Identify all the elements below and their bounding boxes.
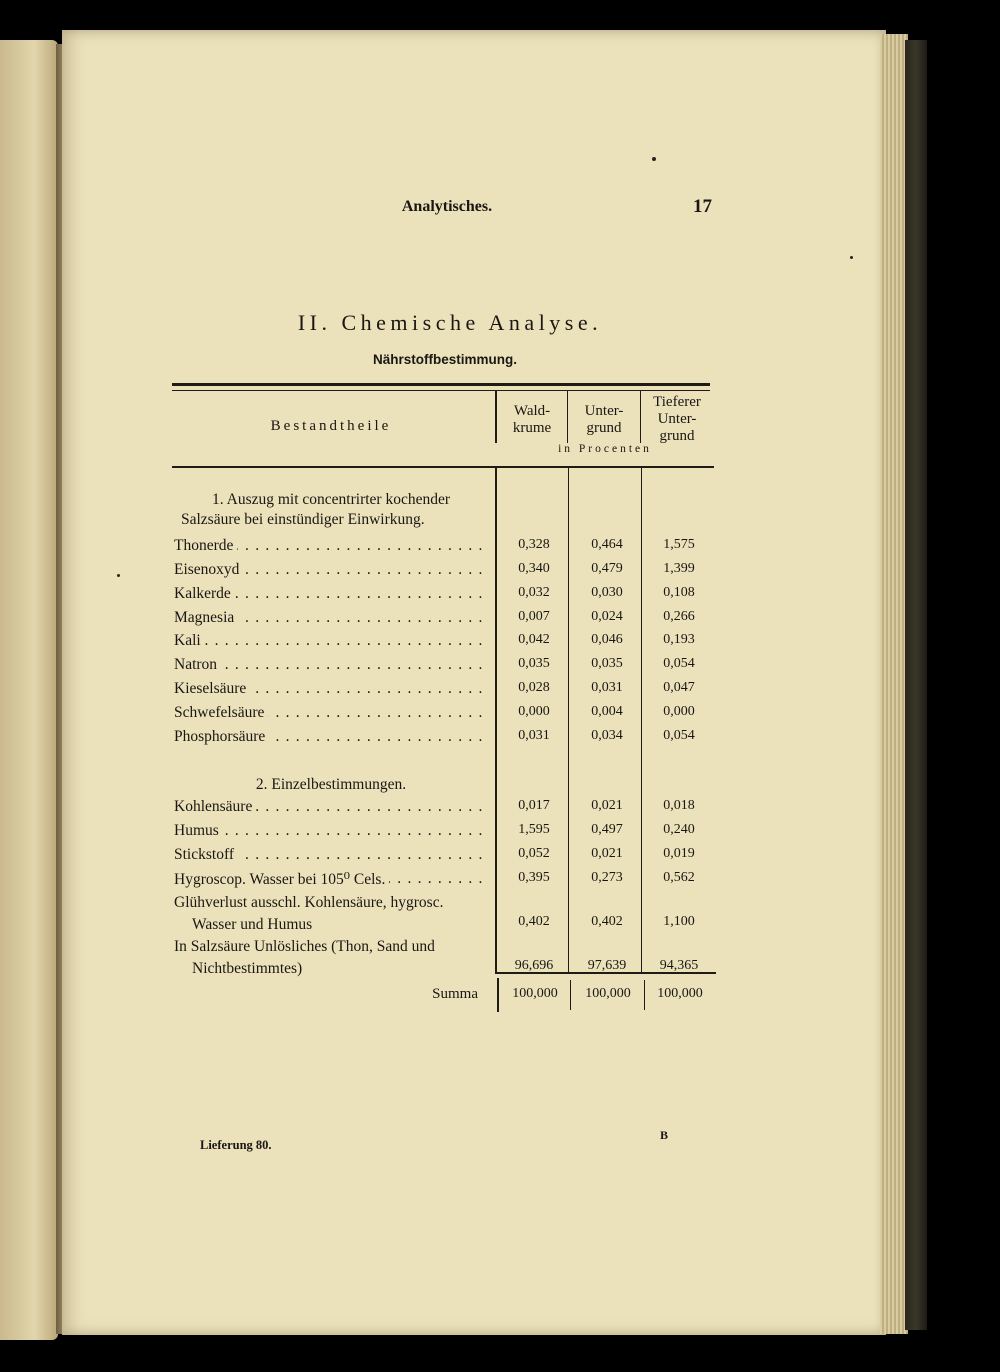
section-subtitle: Nährstoffbestimmung. — [372, 352, 517, 367]
book-cover-edge — [905, 40, 927, 1330]
summa-label: Summa — [432, 986, 478, 1002]
unit-label: in Procenten — [558, 443, 652, 455]
paper-speck — [652, 157, 656, 161]
page-number: 17 — [693, 196, 712, 217]
table-row: Natron . . . 0,035 0,035 0,054 — [174, 656, 714, 678]
column-header-tieferer-untergrund: Tieferer Unter- grund — [653, 394, 701, 444]
table-row: Thonerde . . . 0,328 0,464 1,575 — [174, 537, 714, 559]
running-title: Analytisches. — [401, 198, 493, 215]
paper-speck — [117, 574, 120, 577]
summa-row — [174, 986, 714, 1010]
table-row: Stickstoff . . . 0,052 0,021 0,019 — [174, 846, 714, 868]
summa-value: 100,000 — [512, 986, 558, 1001]
page-stack-edge — [880, 34, 908, 1334]
column-header-untergrund: Unter- grund — [584, 403, 624, 436]
paper-speck — [850, 256, 853, 259]
table-row: Kalkerde . . . 0,032 0,030 0,108 — [174, 585, 714, 607]
column-header-bestandtheile: Bestandtheile — [270, 418, 392, 434]
table-row: Phosphorsäure . . . 0,031 0,034 0,054 — [174, 728, 714, 750]
table-row: In Salzsäure Unlösliches (Thon, Sand und Nichtbestimmtes) . . . 96,696 97,639 94,365 — [174, 936, 714, 980]
table-top-rule — [172, 383, 710, 386]
table-row: Hygroscop. Wasser bei 105⁰ Cels. . . . 0,395 0,273 0,562 — [174, 870, 714, 892]
facing-page-edge — [0, 40, 58, 1340]
table-row: Glühverlust ausschl. Kohlensäure, hygrosc. Wasser und Humus . . . 0,402 0,402 1,100 — [174, 892, 714, 936]
section-title: II. Chemische Analyse. — [297, 310, 603, 335]
footer-signature: Lieferung 80. — [200, 1138, 272, 1152]
column-header-waldkrume: Wald- krume — [512, 403, 552, 436]
table-row: Kohlensäure . . . 0,017 0,021 0,018 — [174, 798, 714, 820]
group-heading: 2. Einzelbestimmungen. — [255, 776, 407, 793]
table-row: Kieselsäure . . . 0,028 0,031 0,047 — [174, 680, 714, 702]
table-row: Eisenoxyd . . . 0,340 0,479 1,399 — [174, 561, 714, 583]
footer-sheet-mark: B — [660, 1128, 669, 1142]
header-bottom-rule — [172, 466, 714, 468]
table-row: Schwefelsäure . . . 0,000 0,004 0,000 — [174, 704, 714, 726]
summa-value: 100,000 — [585, 986, 631, 1001]
summa-value: 100,000 — [657, 986, 703, 1001]
table-row: Magnesia . . . 0,007 0,024 0,266 — [174, 609, 714, 631]
table-top-rule-thin — [172, 390, 710, 391]
table-row: Kali . . . 0,042 0,046 0,193 — [174, 632, 714, 654]
group-heading: 1. Auszug mit concentrirter kochender Salzsäure bei einstündiger Einwirkung. — [181, 491, 451, 528]
table-row: Humus . . . 1,595 0,497 0,240 — [174, 822, 714, 844]
